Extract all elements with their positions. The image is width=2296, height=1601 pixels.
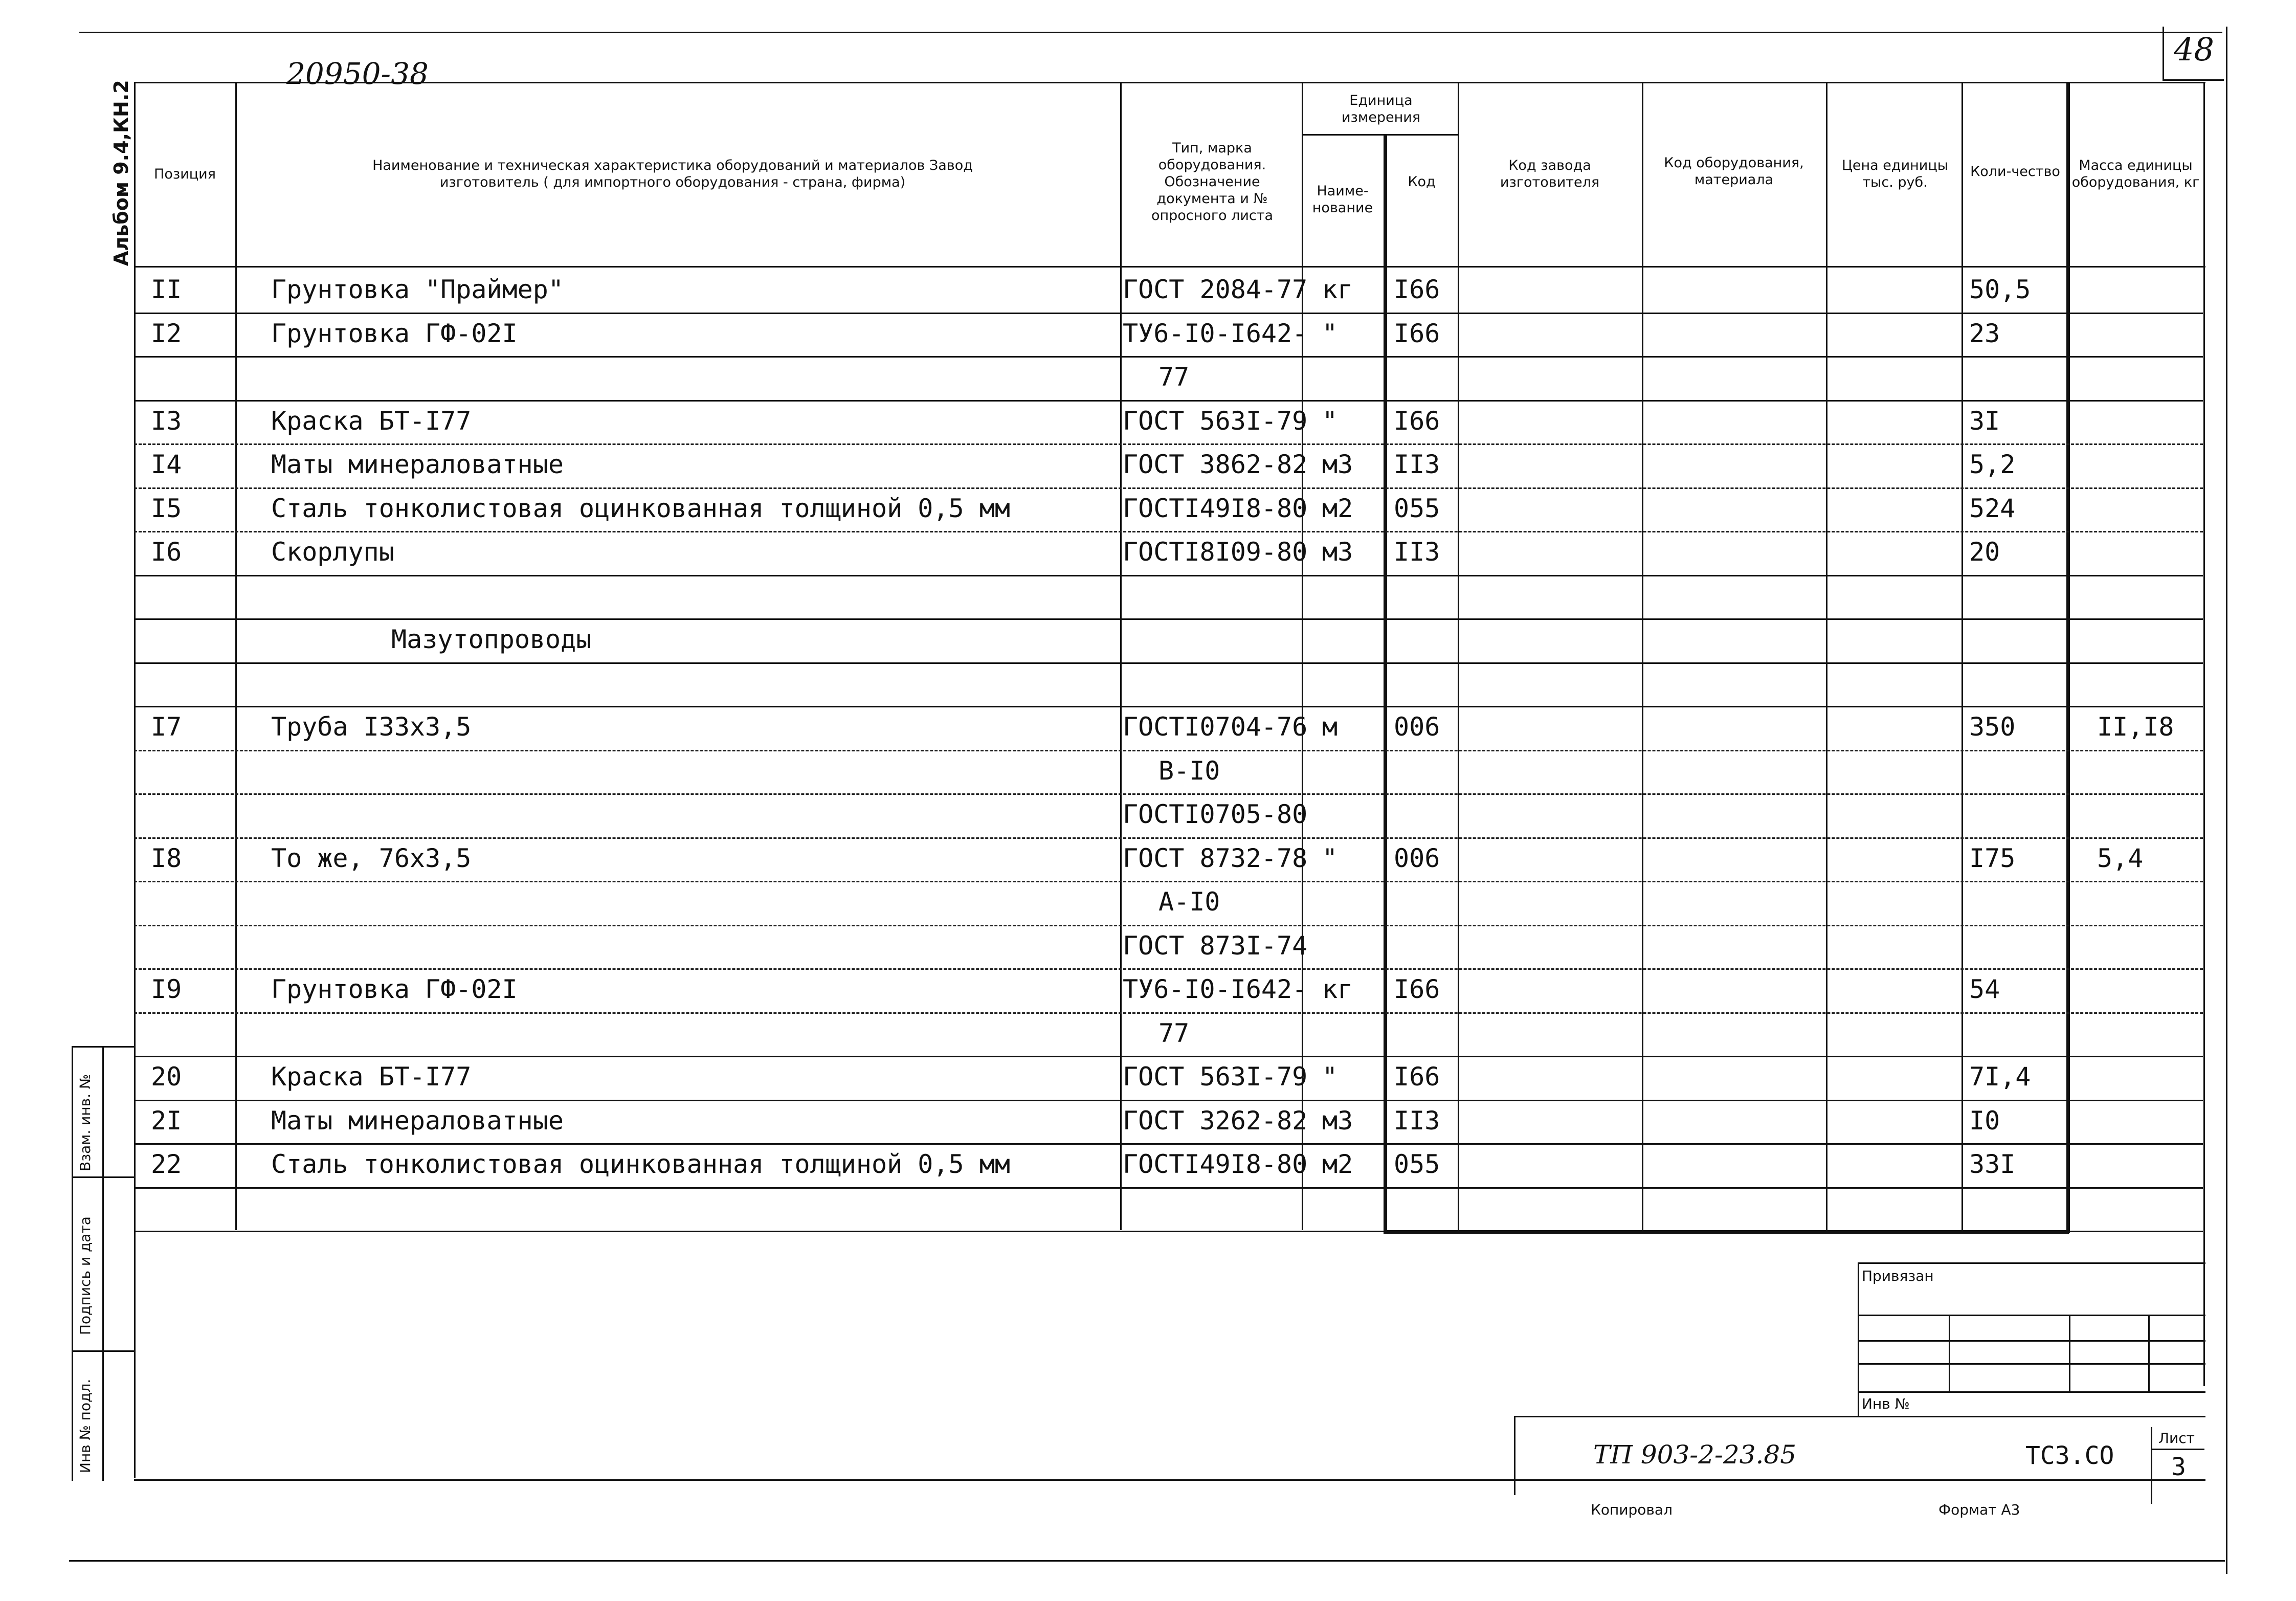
cell-qty: 50,5 (1969, 275, 2031, 304)
stamp-podpis: Подпись и дата (77, 1216, 94, 1335)
top-border-line (79, 32, 2222, 33)
cell-code: II3 (1394, 450, 1440, 479)
cell-unit: м2 (1322, 493, 1353, 523)
cell-unit: " (1322, 843, 1338, 873)
cell-mass: II,I8 (2097, 712, 2174, 742)
tb-line-2 (1858, 1340, 2205, 1342)
row-line (134, 356, 2203, 358)
cell-type: ГОСТI8I09-80 (1123, 537, 1308, 567)
cell-name: Труба I33х3,5 (271, 712, 472, 742)
doc-code-handwritten: 20950-38 (286, 56, 429, 91)
album-label: Альбом 9.4,КН.2 (110, 80, 132, 266)
row-line (134, 487, 2203, 489)
row-line (134, 925, 2203, 926)
cell-name: Мазутопроводы (391, 625, 592, 654)
tb-line-4 (1858, 1391, 2205, 1393)
cell-code: 055 (1394, 493, 1440, 523)
header-name: Наименование и техническая характеристика оборудований и материалов Завод изготовитель ( для импортного оборудования - страна, фирма) (372, 158, 973, 190)
cell-pos: I8 (151, 843, 182, 873)
row-line (134, 1012, 2203, 1014)
cell-name: Маты минераловатные (271, 450, 564, 479)
header-unit-name: Наиме-нование (1312, 183, 1373, 216)
cell-code: II3 (1394, 537, 1440, 567)
cell-name: Грунтовка ГФ-02I (271, 318, 518, 348)
stamp-line-3 (72, 1350, 136, 1352)
header-bottom-line (134, 266, 2205, 268)
cell-pos: 22 (151, 1149, 182, 1179)
cell-unit: м3 (1322, 537, 1353, 567)
header-plant-code: Код завода изготовителя (1500, 158, 1600, 190)
row-line (134, 618, 2203, 620)
tb-list-label: Лист (2158, 1430, 2195, 1447)
cell-name: Маты минераловатные (271, 1105, 564, 1136)
stamp-vzam: Взам. инв. № (77, 1074, 94, 1171)
cell-type: ГОСТ 3862-82 (1123, 450, 1308, 479)
col-sep-5 (1458, 82, 1459, 1230)
header-mass: Масса единицы оборудования, кг (2071, 158, 2200, 190)
cell-qty: 20 (1969, 537, 2000, 567)
tb-top-line (1858, 1262, 2205, 1264)
row-line (134, 706, 2203, 707)
cell-qty: 350 (1969, 712, 2016, 742)
cell-unit: м3 (1322, 450, 1353, 479)
cell-pos: 2I (151, 1105, 182, 1136)
cell-type: ГОСТ 563I-79 (1123, 1062, 1308, 1092)
table-top-line (134, 82, 2205, 83)
tb-vline-2 (2069, 1315, 2070, 1391)
cell-type: 77 (1158, 1018, 1190, 1048)
cell-type: ГОСТ 2084-77 (1123, 275, 1308, 304)
tb-list-left (2151, 1427, 2152, 1504)
cell-name: Сталь тонколистовая оцинкованная толщиной 0,5 мм (271, 493, 1010, 523)
row-line (134, 1231, 2203, 1232)
row-line (134, 1056, 2203, 1057)
bottom-border-line (69, 1560, 2225, 1562)
header-position: Позиция (154, 166, 216, 182)
tb-doc-number: ТП 903-2-23.85 (1593, 1440, 1797, 1470)
cell-unit: кг (1322, 275, 1353, 304)
cell-type: ГОСТ 3262-82 (1123, 1105, 1308, 1136)
cell-code: 006 (1394, 843, 1440, 873)
tb-inv-no: Инв № (1862, 1395, 1910, 1412)
cell-name: Скорлупы (271, 537, 394, 567)
row-line (134, 881, 2203, 882)
cell-type: ГОСТ 8732-78 (1123, 843, 1308, 873)
cell-type: ТУ6-I0-I642- (1123, 974, 1308, 1004)
row-line (134, 443, 2203, 445)
cell-pos: I7 (151, 712, 182, 742)
row-line (134, 313, 2203, 314)
tb-list-number: 3 (2171, 1453, 2186, 1481)
cell-mass: 5,4 (2097, 843, 2144, 873)
cell-type: ГОСТI0705-80 (1123, 799, 1308, 829)
col-sep-2 (1120, 82, 1122, 1230)
right-border-line (2226, 27, 2227, 1574)
cell-code: II3 (1394, 1105, 1440, 1136)
cell-pos: I2 (151, 318, 182, 348)
tb-line-3 (1858, 1363, 2205, 1365)
col-sep-7 (1826, 82, 1827, 1230)
cell-qty: I0 (1969, 1105, 2000, 1136)
cell-unit: м3 (1322, 1105, 1353, 1136)
header-type: Тип, марка оборудования. Обозначение документа и № опросного листа (1151, 140, 1274, 224)
cell-name: Грунтовка "Праймер" (271, 275, 564, 304)
tb-privyazan: Привязан (1862, 1268, 1934, 1284)
cell-type: ТУ6-I0-I642- (1123, 318, 1308, 348)
cell-code: I66 (1394, 1062, 1440, 1092)
row-line (134, 750, 2203, 751)
cell-unit: " (1322, 1062, 1338, 1092)
page-number-box-left (2163, 27, 2164, 80)
tb-vline-3 (2148, 1315, 2150, 1391)
cell-qty: 7I,4 (1969, 1062, 2031, 1092)
footer-copied: Копировал (1591, 1501, 1673, 1518)
cell-code: I66 (1394, 974, 1440, 1004)
cell-code: I66 (1394, 406, 1440, 436)
cell-type: 77 (1158, 362, 1190, 392)
cell-code: 006 (1394, 712, 1440, 742)
cell-pos: I9 (151, 974, 182, 1004)
stamp-inv-podl: Инв № подл. (77, 1378, 94, 1473)
stamp-mid-line (102, 1046, 104, 1481)
cell-type: ГОСТ 563I-79 (1123, 406, 1308, 436)
cell-pos: II (151, 275, 182, 304)
stamp-left-line (72, 1046, 73, 1481)
col-sep-6 (1642, 82, 1643, 1230)
header-equip-code: Код оборудования, материала (1664, 155, 1804, 188)
cell-name: Краска БТ-I77 (271, 406, 472, 436)
col-sep-9 (2066, 82, 2070, 1233)
cell-name: То же, 76х3,5 (271, 843, 472, 873)
col-sep-1 (235, 82, 237, 1230)
bottom-frame-line (134, 1479, 2205, 1481)
row-line (134, 662, 2203, 664)
cell-pos: 20 (151, 1062, 182, 1092)
row-line (134, 793, 2203, 795)
cell-unit: м2 (1322, 1149, 1353, 1179)
row-line (134, 1143, 2203, 1145)
header-qty: Коли-чество (1970, 163, 2060, 180)
tb-main-top (1514, 1416, 2205, 1417)
cell-type: ГОСТI0704-76 (1123, 712, 1308, 742)
cell-name: Грунтовка ГФ-02I (271, 974, 518, 1004)
header-unit-group: Единица измерения (1341, 92, 1421, 125)
table-left-line (134, 82, 136, 1478)
header-unit-code: Код (1408, 173, 1436, 190)
table-right-line (2203, 82, 2205, 1386)
row-line (134, 968, 2203, 970)
tb-left-line (1858, 1262, 1859, 1416)
row-line (134, 531, 2203, 532)
cell-code: I66 (1394, 318, 1440, 348)
stamp-line-1 (72, 1046, 136, 1048)
cell-code: 055 (1394, 1149, 1440, 1179)
tb-line-1 (1858, 1315, 2205, 1316)
cell-type: В-I0 (1158, 755, 1220, 786)
cell-qty: 23 (1969, 318, 2000, 348)
cell-type: ГОСТI49I8-80 (1123, 1149, 1308, 1179)
cell-name: Сталь тонколистовая оцинкованная толщиной 0,5 мм (271, 1149, 1010, 1179)
cell-pos: I3 (151, 406, 182, 436)
tb-vline-1 (1949, 1315, 1950, 1391)
cell-pos: I4 (151, 450, 182, 479)
cell-pos: I5 (151, 493, 182, 523)
tb-sheet-code: ТСЗ.СО (2025, 1441, 2114, 1470)
col-sep-4 (1384, 134, 1387, 1234)
cell-type: ГОСТI49I8-80 (1123, 493, 1308, 523)
cell-code: I66 (1394, 275, 1440, 304)
tb-list-line (2151, 1449, 2204, 1450)
cell-unit: " (1322, 318, 1338, 348)
cell-qty: 524 (1969, 493, 2016, 523)
cell-unit: " (1322, 406, 1338, 436)
cell-qty: 33I (1969, 1149, 2016, 1179)
row-line (134, 1187, 2203, 1189)
cell-qty: 3I (1969, 406, 2000, 436)
cell-pos: I6 (151, 537, 182, 567)
cell-qty: 5,2 (1969, 450, 2016, 479)
cell-unit: м (1322, 712, 1338, 742)
row-line (134, 575, 2203, 576)
tb-main-left (1514, 1416, 1515, 1495)
row-line (134, 1100, 2203, 1101)
cell-type: ГОСТ 873I-74 (1123, 930, 1308, 961)
page-number: 48 (2174, 31, 2214, 68)
cell-qty: I75 (1969, 843, 2016, 873)
row-line (134, 837, 2203, 839)
cell-qty: 54 (1969, 974, 2000, 1004)
cell-type: А-I0 (1158, 887, 1220, 917)
row-line (134, 400, 2203, 402)
footer-format: Формат А3 (1938, 1501, 2020, 1518)
col-sep-8 (1961, 82, 1963, 1230)
cell-unit: кг (1322, 974, 1353, 1004)
stamp-line-2 (72, 1176, 136, 1178)
cell-name: Краска БТ-I77 (271, 1062, 472, 1092)
header-price: Цена единицы тыс. руб. (1841, 158, 1949, 190)
page-number-box-bottom (2163, 79, 2224, 81)
